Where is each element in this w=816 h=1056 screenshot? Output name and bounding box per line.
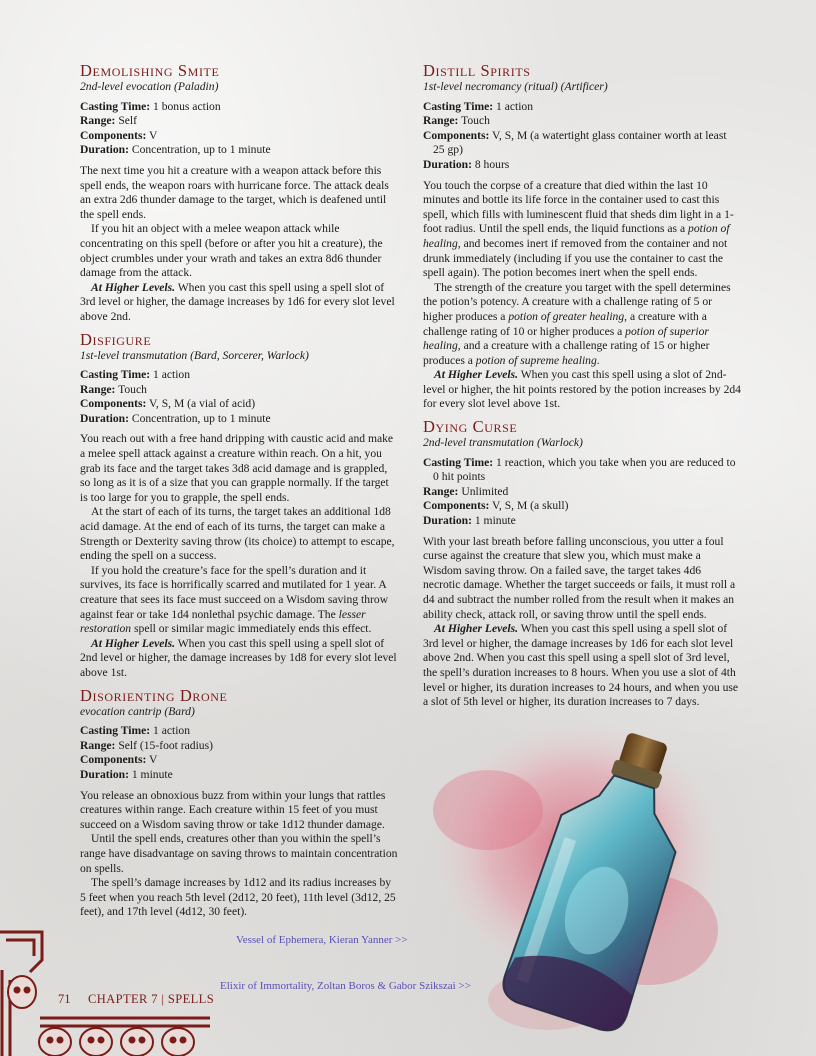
chapter-footer: CHAPTER 7 | SPELLS xyxy=(88,992,215,1006)
spell-name: Distill Spirits xyxy=(423,61,531,80)
higher-levels-paragraph: At Higher Levels. When you cast this spell using a spell slot of 3rd level or higher, the damage increases by 1d6 for every slot level above 2nd. xyxy=(80,280,395,323)
paragraph: You touch the corpse of a creature that died within the last 10 minutes and bottle its life force in the container used to cast this spell, which fills with luminescent fluid that sheds dim light in a 1-foot radius. Until the spell ends, the liquid functions as a potion of healing, and becomes inert if removed from the container and not drunk immediately (including if you use the container to cast the spell again). The potion becomes inert when the spell ends. xyxy=(423,178,734,280)
page-number: 71 xyxy=(58,992,71,1006)
paragraph: You release an obnoxious buzz from within your lungs that rattles creatures within range. Each creature within 15 feet of you must succeed on a Wisdom saving throw or take 1d12 thunder damage. xyxy=(80,788,386,831)
stat-components: Components: V, S, M (a skull) xyxy=(423,499,569,513)
paragraph: The strength of the creature you target with the spell determines the potion’s potency. A creature with a challenge rating of 5 or higher produces a potion of greater healing, a creature with a challenge rating of 10 or higher produces a potion of superior healing, and a creature with a challenge rating of 15 or higher produces a potion of supreme healing. xyxy=(423,280,731,367)
paragraph: Until the spell ends, creatures other than you within the spell’s range have disadvantage on saving throws to maintain concentration on spells. xyxy=(80,832,398,875)
higher-levels-paragraph: At Higher Levels. When you cast this spell using a slot of 2nd-level or higher, the hit points restored by the potion increases by 2d4 for every slot level above 1st. xyxy=(423,368,741,411)
spell-description xyxy=(80,164,398,325)
spell-description xyxy=(423,179,741,413)
stat-casting-time: Casting Time: 1 bonus action xyxy=(80,99,221,113)
spell-name: Demolishing Smite xyxy=(80,61,220,80)
stat-duration: Duration: Concentration, up to 1 minute xyxy=(80,143,271,157)
spell-description xyxy=(80,789,398,920)
spell-type: 1st-level transmutation (Bard, Sorcerer, Warlock) xyxy=(80,348,309,362)
potion-bottle-illustration xyxy=(428,700,728,1050)
left-column xyxy=(80,62,398,920)
paragraph: At the start of each of its turns, the target takes an additional 1d8 acid damage. At the end of each of its turns, the target can make a Strength or Dexterity saving throw (its choice) to attempt to escape, ending the spell on a success. xyxy=(80,505,395,563)
stat-casting-time: Casting Time: 1 reaction, which you take when you are reduced to 0 hit points xyxy=(423,455,736,484)
spell-demolishing-smite xyxy=(80,62,398,325)
stat-casting-time: Casting Time: 1 action xyxy=(423,99,534,113)
paragraph: The next time you hit a creature with a weapon attack before this spell ends, the weapon roars with hurricane force. The attack deals an extra 2d6 thunder damage to the target, which is deafened until the spell ends. xyxy=(80,163,389,221)
paragraph: The spell’s damage increases by 1d12 and its radius increases by 5 feet when you reach 5th level (2d12, 20 feet), 11th level (3d12, 25 feet), and 17th level (4d12, 30 feet). xyxy=(80,876,396,919)
paragraph: You reach out with a free hand dripping with caustic acid and make a melee spell attack against a creature within reach. On a hit, you grab its face and the target takes 3d8 acid damage and is grappled, so long as it is of a size that you can grapple normally. If the target is too large for you to grapple, the spell ends. xyxy=(80,432,394,504)
spell-disorienting-drone xyxy=(80,687,398,920)
art-credit-link[interactable]: Vessel of Ephemera, Kieran Yanner >> xyxy=(236,934,408,946)
spell-name: Disfigure xyxy=(80,329,152,349)
stat-components: Components: V, S, M (a watertight glass container worth at least 25 gp) xyxy=(423,128,727,157)
spell-type: 1st-level necromancy (ritual) (Artificer) xyxy=(423,80,608,93)
paragraph: If you hit an object with a melee weapon attack while concentrating on this spell (before or after you hit a creature), the object crumbles under your wrath and takes an extra 8d6 thunder damage from the attack. xyxy=(80,222,383,280)
spell-type: evocation cantrip (Bard) xyxy=(80,704,195,718)
paragraph: If you hold the creature’s face for the spell’s duration and it survives, its face is horrifically scarred and mutilated for 1 year. A creature that sees its face must succeed on a Wisdom saving throw against fear or take 1d4 nonlethal psychic damage. The lesser restoration spell or similar magic immediately ends this effect. xyxy=(80,563,389,636)
stat-casting-time: Casting Time: 1 action xyxy=(80,368,191,382)
spell-dying-curse xyxy=(423,418,741,710)
spell-description xyxy=(423,535,741,710)
spell-description xyxy=(80,432,398,680)
spell-disfigure xyxy=(80,331,398,681)
stat-duration: Duration: 8 hours xyxy=(423,157,510,171)
stat-range: Range: Touch xyxy=(423,114,490,128)
right-column xyxy=(423,62,741,710)
higher-levels-paragraph: At Higher Levels. When you cast this spell using a spell slot of 3rd level or higher, the damage increases by 1d6 for each slot level above 2nd. When you cast this spell using a spell slot of 3rd level, the spell’s duration increases to 8 hours. When you use a slot of 4th level or higher, its duration increases to 24 hours, and when you use a slot of 5th level or higher, its duration increases to 7 days. xyxy=(423,622,739,709)
stat-components: Components: V, S, M (a vial of acid) xyxy=(80,397,256,411)
stat-duration: Duration: Concentration, up to 1 minute xyxy=(80,411,271,425)
art-credit-link[interactable]: Elixir of Immortality, Zoltan Boros & Gabor Szikszai >> xyxy=(220,980,471,992)
stat-range: Range: Touch xyxy=(80,382,147,396)
stat-duration: Duration: 1 minute xyxy=(423,514,516,528)
higher-levels-paragraph: At Higher Levels. When you cast this spell using a spell slot of 2nd level or higher, the damage increases by 1d8 for every slot level above 1st. xyxy=(80,636,397,679)
spell-type: 2nd-level transmutation (Warlock) xyxy=(423,436,583,450)
stat-range: Range: Unlimited xyxy=(423,484,509,498)
spell-name: Disorienting Drone xyxy=(80,685,228,705)
stat-components: Components: V xyxy=(80,753,158,767)
stat-range: Range: Self (15-foot radius) xyxy=(80,738,213,752)
spell-name: Dying Curse xyxy=(423,417,518,437)
paragraph: With your last breath before falling unconscious, you utter a foul curse against the creature that slew you, which must make a Wisdom saving throw. On a failed save, the target takes 4d6 necrotic damage. Whether the target succeeds or fails, it must roll a d4 and subtract the number rolled from the result when it makes an ability check, attack roll, or saving throw until the spell ends. xyxy=(423,534,736,621)
spell-type: 2nd-level evocation (Paladin) xyxy=(80,80,219,93)
stat-range: Range: Self xyxy=(80,114,137,128)
stat-components: Components: V xyxy=(80,128,158,142)
stat-casting-time: Casting Time: 1 action xyxy=(80,724,191,738)
spell-distill-spirits xyxy=(423,62,741,412)
stat-duration: Duration: 1 minute xyxy=(80,767,173,781)
